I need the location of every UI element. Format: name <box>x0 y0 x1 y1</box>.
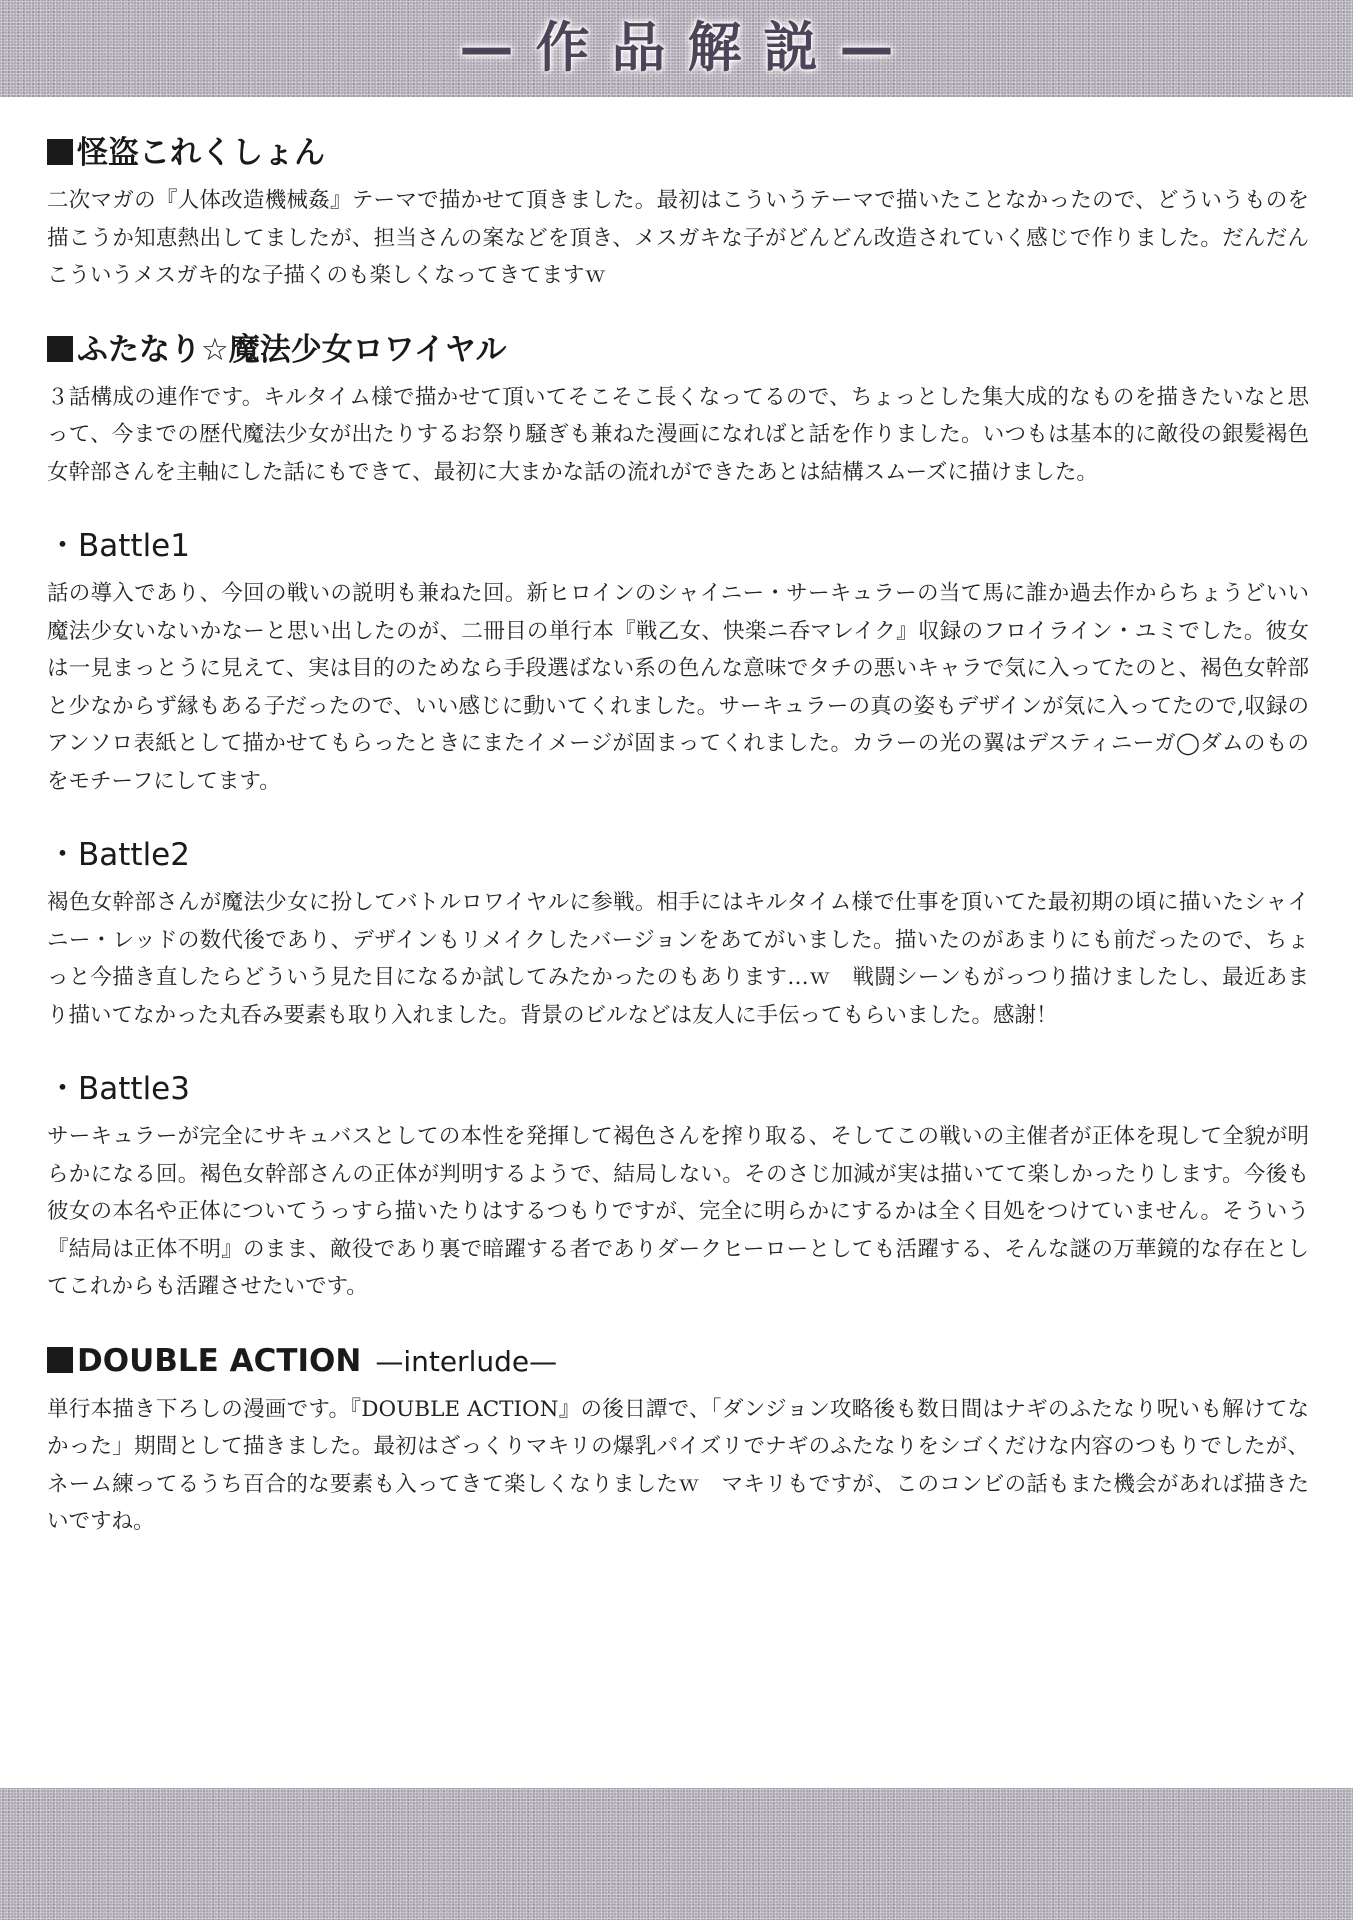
section-heading <box>47 124 1309 182</box>
section-heading-text: 怪盗これくしょん <box>77 135 325 171</box>
subsection-heading: ・Battle1 <box>47 528 190 564</box>
section-heading <box>47 1332 1309 1391</box>
section-battle2 <box>47 826 1309 1034</box>
section-battle1 <box>47 517 1309 800</box>
section-body: 褐色女幹部さんが魔法少女に扮してバトルロワイヤルに参戦。相手にはキルタイム様で仕事を頂いてた最初期の頃に描いたシャイニー・レッドの数代後であり、デザインもリメイクしたバージョンをあてがいました。描いたのがあまりにも前だったので、ちょっと今描き直したらどういう見た目になるか試してみたかったのもあります…ｗ 戦闘シーンもがっつり描けましたし、最近あまり描いてなかった丸呑み要素も取り入れました。背景のビルなどは友人に手伝ってもらいました。感謝！ <box>47 890 1309 1028</box>
section-body: 二次マガの『人体改造機械姦』テーマで描かせて頂きました。最初はこういうテーマで描いたことなかったので、どういうものを描こうか知恵熱出してましたが、担当さんの案などを頂き、メスガキな子がどんどん改造されていく感じで作りました。だんだんこういうメスガキ的な子描くのも楽しくなってきてますｗ <box>47 188 1309 288</box>
page-title <box>0 14 1353 82</box>
section-body: ３話構成の連作です。キルタイム様で描かせて頂いてそこそこ長くなってるので、ちょっとした集大成的なものを描きたいなと思って、今までの歴代魔法少女が出たりするお祭り騒ぎも兼ねた漫画になればと話を作りました。いつもは基本的に敵役の銀髪褐色女幹部さんを主軸にした話にもできて、最初に大まかな話の流れができたあとは結構スムーズに描けました。 <box>47 384 1309 485</box>
section-body: 単行本描き下ろしの漫画です。『DOUBLE ACTION』の後日譚で、「ダンジョン攻略後も数日間はナギのふたなり呪いも解けてなかった」期間として描きました。最初はざっくりマキリの爆乳パイズリでナギのふたなりをシゴくだけな内容のつもりでしたが、ネーム練ってるうち百合的な要素も入ってきて楽しくなりましたｗ マキリもですが、このコンビの話もまた機会があれば描きたいですね。 <box>47 1396 1309 1534</box>
section-heading-suffix: —interlude— <box>375 1344 558 1378</box>
section-kaitou-collection <box>47 124 1309 295</box>
section-battle3 <box>47 1060 1309 1306</box>
section-body: 話の導入であり、今回の戦いの説明も兼ねた回。新ヒロインのシャイニー・サーキュラーの当て馬に誰か過去作からちょうどいい魔法少女いないかなーと思い出したのが、二冊目の単行本『戦乙女、快楽ニ呑マレイク』収録のフロイライン・ユミでした。彼女は一見まっとうに見えて、実は目的のためなら手段選ばない系の色んな意味でタチの悪いキャラで気に入ってたのと、褐色女幹部と少なからず縁もある子だったので、いい感じに動いてくれました。サーキュラーの真の姿もデザインが気に入ってたので,収録のアンソロ表紙として描かせてもらったときにまたイメージが固まってくれました。カラーの光の翼はデスティニーガ◯ダムのものをモチーフにしてます。 <box>47 581 1309 794</box>
document-body <box>47 124 1309 1567</box>
footer-band <box>0 1788 1353 1920</box>
section-futanari-royale <box>47 321 1309 492</box>
square-bullet-icon <box>47 1347 73 1373</box>
subsection-heading: ・Battle2 <box>47 837 190 873</box>
section-heading-text: DOUBLE ACTION <box>77 1342 362 1379</box>
section-heading <box>47 321 1309 379</box>
section-heading-text: ふたなり☆魔法少女ロワイヤル <box>77 331 507 368</box>
subsection-heading: ・Battle3 <box>47 1071 190 1107</box>
page-title-text: —作品解説— <box>459 16 916 79</box>
square-bullet-icon <box>47 336 73 362</box>
section-double-action <box>47 1332 1309 1541</box>
section-body: サーキュラーが完全にサキュバスとしての本性を発揮して褐色さんを搾り取る、そしてこの戦いの主催者が正体を現して全貌が明らかになる回。褐色女幹部さんの正体が判明するようで、結局しない。そのさじ加減が実は描いてて楽しかったりします。今後も彼女の本名や正体についてうっすら描いたりはするつもりですが、完全に明らかにするかは全く目処をつけていません。そういう『結局は正体不明』のまま、敵役であり裏で暗躍する者でありダークヒーローとしても活躍する、そんな謎の万華鏡的な存在としてこれからも活躍させたいです。 <box>47 1124 1309 1299</box>
square-bullet-icon <box>47 139 73 165</box>
